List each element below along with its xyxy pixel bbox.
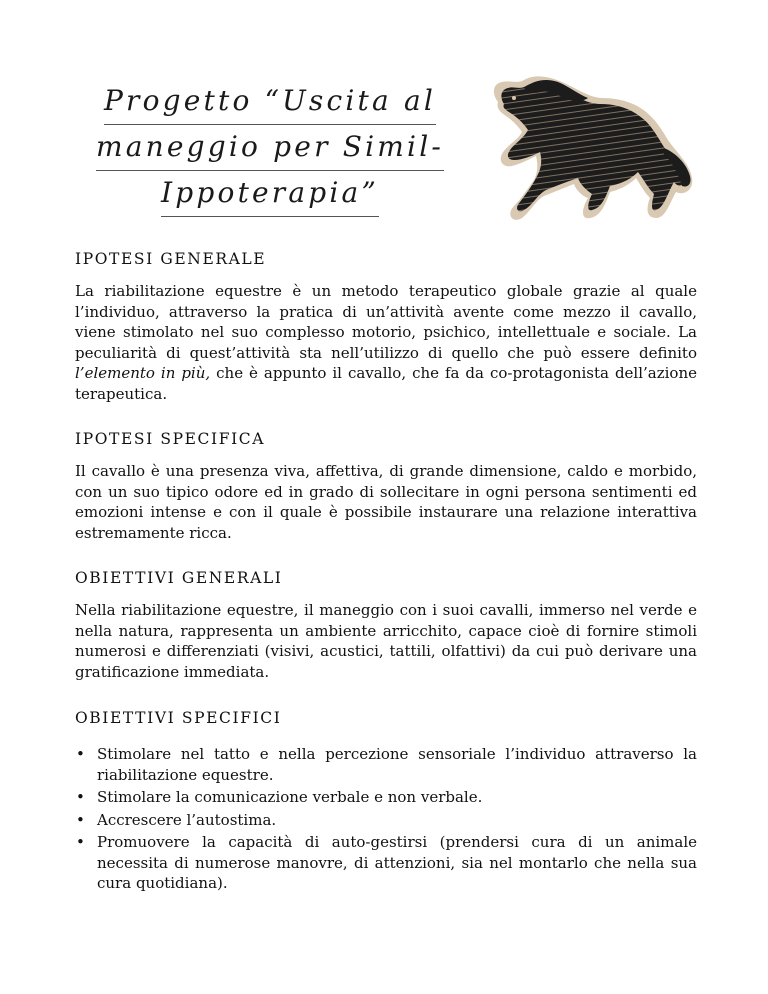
section-ipotesi-specifica — [75, 429, 697, 543]
section-heading: IPOTESI SPECIFICA — [75, 430, 266, 448]
list-item — [75, 810, 697, 831]
list-item — [75, 744, 697, 785]
horse-icon — [478, 68, 698, 230]
section-heading: OBIETTIVI SPECIFICI — [75, 709, 282, 727]
bullet-icon: • — [76, 833, 85, 851]
title-line-1: Progetto “Uscita al — [104, 78, 436, 125]
section-body — [75, 281, 697, 404]
bullet-icon: • — [76, 788, 85, 806]
list-item — [75, 787, 697, 808]
list-item-text: Stimolare la comunicazione verbale e non verbale. — [97, 788, 483, 806]
list-item-text: Accrescere l’autostima. — [97, 810, 277, 829]
list-item — [75, 832, 697, 894]
objectives-list — [75, 744, 697, 894]
section-ipotesi-generale — [75, 249, 697, 404]
body-text: che è appunto il cavallo, che fa da co-protagonista dell’azione terapeutica. — [75, 364, 698, 403]
bullet-icon: • — [76, 810, 85, 829]
list-item-text: Stimolare nel tatto e nella percezione sensoriale l’individuo attraverso la riabilitazione equestre. — [97, 745, 697, 784]
bullet-icon: • — [76, 745, 85, 763]
body-emphasis: l’elemento in più, — [75, 364, 211, 382]
section-heading: IPOTESI GENERALE — [75, 250, 267, 268]
document-title — [90, 78, 450, 216]
title-line-3: Ippoterapia” — [161, 170, 379, 217]
section-heading: OBIETTIVI GENERALI — [75, 569, 283, 587]
section-obiettivi-specifici — [75, 708, 697, 896]
section-body: Nella riabilitazione equestre, il maneggio con i suoi cavalli, immerso nel verde e nella natura, rappresenta un ambiente arricchito, capace cioè di fornire stimoli numerosi e differenziati (visivi, acustici, tattili, olfattivi) da cui può derivare una gratificazione immediata. — [75, 601, 697, 681]
list-item-text: Promuovere la capacità di auto-gestirsi (prendersi cura di un animale necessita di numerose manovre, di attenzioni, sia nel montarlo che nella sua cura quotidiana). — [97, 833, 697, 892]
body-text: La riabilitazione equestre è un metodo terapeutico globale grazie al quale l’individuo, attraverso la pratica di un’attività avente come mezzo il cavallo, viene stimolato nel suo complesso motorio, psichico, intellettuale e sociale. La peculiarità di quest’attività sta nell’utilizzo di quello che può essere definito — [75, 282, 697, 362]
section-body: Il cavallo è una presenza viva, affettiva, di grande dimensione, caldo e morbido, con un suo tipico odore ed in grado di sollecitare in ogni persona sentimenti ed emozioni intense e con il quale è possibile instaurare una relazione interattiva estremamente ricca. — [75, 462, 697, 542]
section-obiettivi-generali — [75, 568, 697, 682]
title-line-2: maneggio per Simil- — [96, 124, 444, 171]
